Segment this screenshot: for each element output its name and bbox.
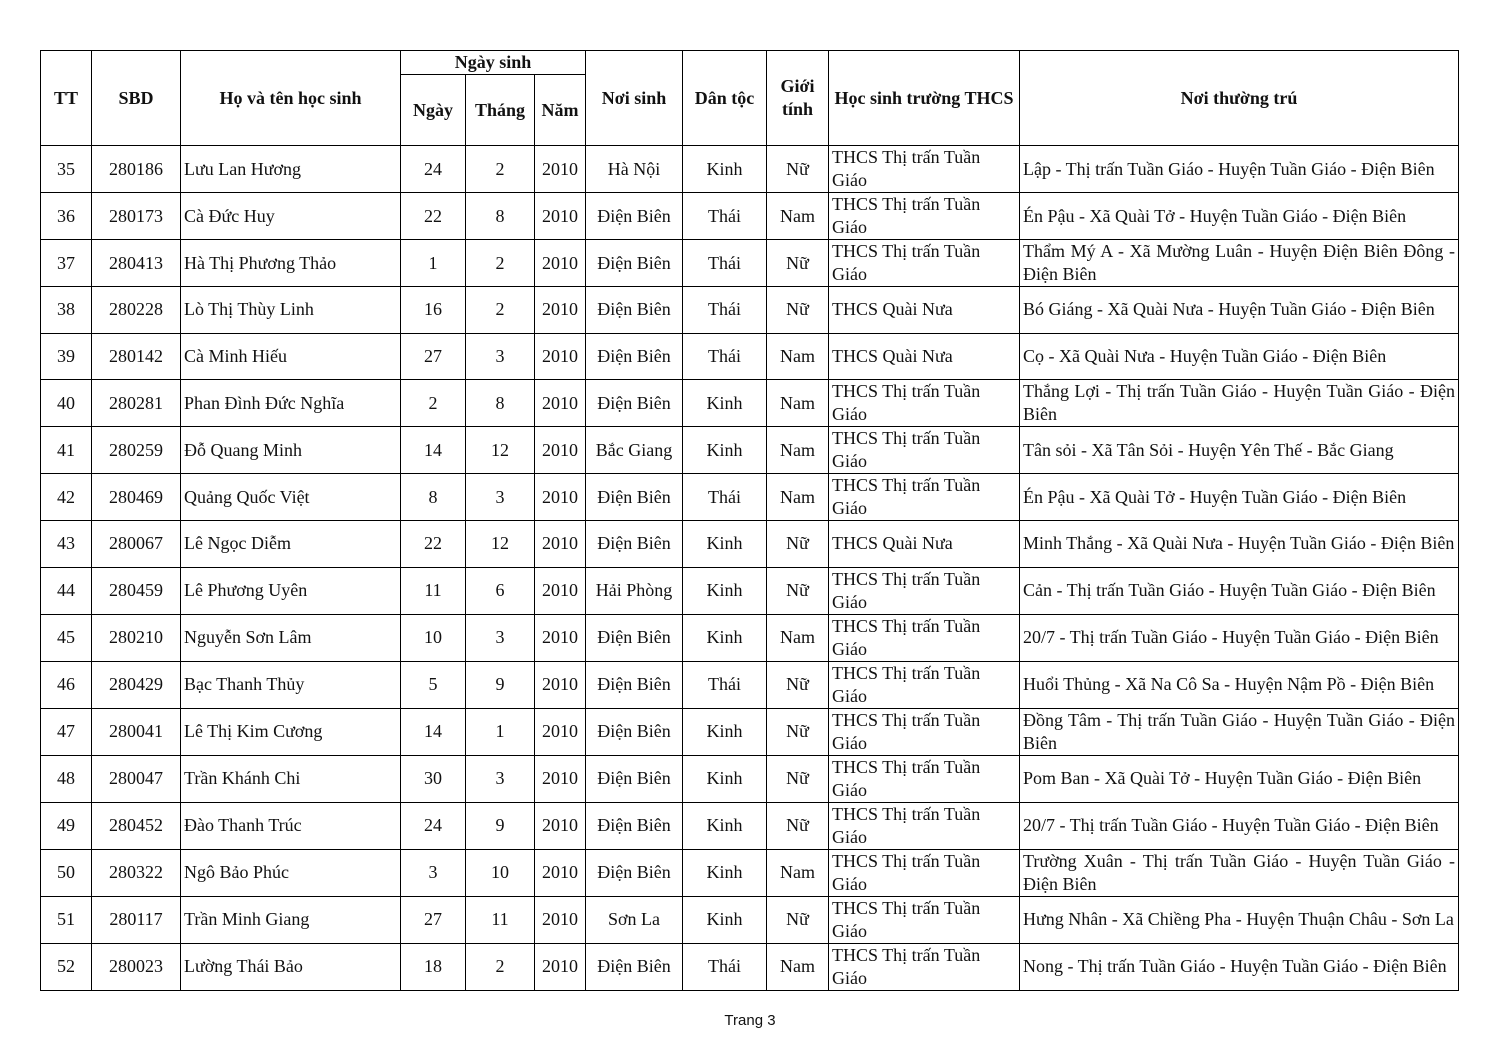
cell-ethnicity: Kinh [683, 755, 767, 802]
cell-ethnicity: Kinh [683, 567, 767, 614]
student-roster-table [40, 50, 1459, 991]
cell-residence: Thẩm Mý A - Xã Mường Luân - Huyện Điện Biên Đông - Điện Biên [1020, 240, 1459, 287]
cell-school: THCS Quài Nưa [829, 521, 1020, 568]
table-row [41, 240, 1459, 287]
cell-month: 2 [466, 287, 535, 334]
cell-residence: Huổi Thủng - Xã Na Cô Sa - Huyện Nậm Pồ - Điện Biên [1020, 661, 1459, 708]
cell-gender: Nữ [767, 802, 829, 849]
cell-ethnicity: Thái [683, 240, 767, 287]
cell-month: 8 [466, 380, 535, 427]
cell-sbd: 280067 [92, 521, 181, 568]
cell-school: THCS Thị trấn Tuần Giáo [829, 614, 1020, 661]
cell-gender: Nữ [767, 755, 829, 802]
page-number: Trang 3 [724, 1012, 776, 1029]
cell-ethnicity: Thái [683, 661, 767, 708]
table-row [41, 614, 1459, 661]
cell-name: Hà Thị Phương Thảo [181, 240, 401, 287]
cell-birthplace: Bắc Giang [586, 427, 683, 474]
cell-month: 10 [466, 849, 535, 896]
cell-ethnicity: Thái [683, 943, 767, 990]
cell-school: THCS Thị trấn Tuần Giáo [829, 240, 1020, 287]
cell-day: 24 [401, 146, 466, 193]
cell-year: 2010 [535, 849, 586, 896]
cell-school: THCS Thị trấn Tuần Giáo [829, 802, 1020, 849]
cell-tt: 49 [41, 802, 92, 849]
cell-school: THCS Thị trấn Tuần Giáo [829, 193, 1020, 240]
cell-day: 8 [401, 474, 466, 521]
cell-ethnicity: Thái [683, 333, 767, 380]
cell-name: Quảng Quốc Việt [181, 474, 401, 521]
cell-year: 2010 [535, 755, 586, 802]
cell-year: 2010 [535, 333, 586, 380]
cell-name: Cà Minh Hiếu [181, 333, 401, 380]
cell-day: 30 [401, 755, 466, 802]
cell-sbd: 280228 [92, 287, 181, 334]
cell-sbd: 280186 [92, 146, 181, 193]
cell-year: 2010 [535, 896, 586, 943]
table-row [41, 943, 1459, 990]
cell-gender: Nữ [767, 146, 829, 193]
cell-month: 3 [466, 755, 535, 802]
cell-name: Lưu Lan Hương [181, 146, 401, 193]
table-row [41, 146, 1459, 193]
table-row [41, 380, 1459, 427]
cell-year: 2010 [535, 567, 586, 614]
cell-birthplace: Điện Biên [586, 849, 683, 896]
cell-day: 14 [401, 708, 466, 755]
cell-sbd: 280041 [92, 708, 181, 755]
header-name: Họ và tên học sinh [181, 51, 401, 146]
cell-tt: 51 [41, 896, 92, 943]
cell-sbd: 280117 [92, 896, 181, 943]
cell-year: 2010 [535, 193, 586, 240]
cell-birthplace: Điện Biên [586, 333, 683, 380]
cell-tt: 40 [41, 380, 92, 427]
cell-ethnicity: Kinh [683, 802, 767, 849]
cell-day: 3 [401, 849, 466, 896]
cell-sbd: 280210 [92, 614, 181, 661]
header-residence: Nơi thường trú [1020, 51, 1459, 146]
cell-residence: Tân sỏi - Xã Tân Sỏi - Huyện Yên Thế - Bắc Giang [1020, 427, 1459, 474]
cell-day: 24 [401, 802, 466, 849]
cell-gender: Nữ [767, 287, 829, 334]
cell-sbd: 280322 [92, 849, 181, 896]
cell-name: Đỗ Quang Minh [181, 427, 401, 474]
cell-residence: Pom Ban - Xã Quài Tở - Huyện Tuần Giáo - Điện Biên [1020, 755, 1459, 802]
cell-tt: 46 [41, 661, 92, 708]
cell-sbd: 280452 [92, 802, 181, 849]
cell-month: 8 [466, 193, 535, 240]
table-row [41, 427, 1459, 474]
table-row [41, 333, 1459, 380]
cell-tt: 36 [41, 193, 92, 240]
table-row [41, 849, 1459, 896]
cell-year: 2010 [535, 427, 586, 474]
cell-name: Đào Thanh Trúc [181, 802, 401, 849]
cell-year: 2010 [535, 943, 586, 990]
cell-tt: 43 [41, 521, 92, 568]
cell-gender: Nữ [767, 896, 829, 943]
cell-sbd: 280173 [92, 193, 181, 240]
cell-month: 1 [466, 708, 535, 755]
cell-year: 2010 [535, 474, 586, 521]
cell-ethnicity: Thái [683, 474, 767, 521]
cell-school: THCS Thị trấn Tuần Giáo [829, 896, 1020, 943]
cell-day: 27 [401, 896, 466, 943]
cell-ethnicity: Thái [683, 193, 767, 240]
cell-gender: Nam [767, 427, 829, 474]
cell-name: Nguyễn Sơn Lâm [181, 614, 401, 661]
cell-month: 9 [466, 661, 535, 708]
cell-tt: 39 [41, 333, 92, 380]
cell-birthplace: Điện Biên [586, 755, 683, 802]
cell-year: 2010 [535, 380, 586, 427]
cell-residence: Lập - Thị trấn Tuần Giáo - Huyện Tuần Giáo - Điện Biên [1020, 146, 1459, 193]
cell-year: 2010 [535, 240, 586, 287]
cell-residence: Én Pậu - Xã Quài Tở - Huyện Tuần Giáo - Điện Biên [1020, 193, 1459, 240]
cell-birthplace: Hải Phòng [586, 567, 683, 614]
table-row [41, 708, 1459, 755]
cell-name: Ngô Bảo Phúc [181, 849, 401, 896]
cell-year: 2010 [535, 708, 586, 755]
cell-birthplace: Điện Biên [586, 708, 683, 755]
cell-sbd: 280047 [92, 755, 181, 802]
cell-residence: Thắng Lợi - Thị trấn Tuần Giáo - Huyện Tuần Giáo - Điện Biên [1020, 380, 1459, 427]
cell-birthplace: Điện Biên [586, 614, 683, 661]
cell-gender: Nam [767, 333, 829, 380]
cell-ethnicity: Kinh [683, 521, 767, 568]
cell-gender: Nữ [767, 661, 829, 708]
cell-month: 3 [466, 474, 535, 521]
cell-year: 2010 [535, 521, 586, 568]
table-row [41, 287, 1459, 334]
cell-month: 9 [466, 802, 535, 849]
cell-birthplace: Điện Biên [586, 380, 683, 427]
cell-school: THCS Thị trấn Tuần Giáo [829, 755, 1020, 802]
cell-sbd: 280413 [92, 240, 181, 287]
cell-name: Phan Đình Đức Nghĩa [181, 380, 401, 427]
cell-residence: Nong - Thị trấn Tuần Giáo - Huyện Tuần Giáo - Điện Biên [1020, 943, 1459, 990]
cell-name: Bạc Thanh Thủy [181, 661, 401, 708]
cell-gender: Nam [767, 849, 829, 896]
cell-day: 1 [401, 240, 466, 287]
table-body [41, 146, 1459, 991]
cell-school: THCS Thị trấn Tuần Giáo [829, 146, 1020, 193]
header-month: Tháng [466, 75, 535, 146]
cell-month: 2 [466, 943, 535, 990]
cell-day: 11 [401, 567, 466, 614]
cell-month: 12 [466, 521, 535, 568]
cell-gender: Nam [767, 943, 829, 990]
cell-gender: Nam [767, 474, 829, 521]
cell-name: Trần Khánh Chi [181, 755, 401, 802]
cell-sbd: 280429 [92, 661, 181, 708]
cell-birthplace: Hà Nội [586, 146, 683, 193]
cell-sbd: 280023 [92, 943, 181, 990]
cell-gender: Nữ [767, 708, 829, 755]
cell-gender: Nữ [767, 521, 829, 568]
table-row [41, 802, 1459, 849]
cell-day: 2 [401, 380, 466, 427]
cell-residence: 20/7 - Thị trấn Tuần Giáo - Huyện Tuần Giáo - Điện Biên [1020, 802, 1459, 849]
cell-tt: 42 [41, 474, 92, 521]
table-row [41, 755, 1459, 802]
cell-birthplace: Điện Biên [586, 661, 683, 708]
header-ethnicity: Dân tộc [683, 51, 767, 146]
header-tt: TT [41, 51, 92, 146]
cell-name: Lê Thị Kim Cương [181, 708, 401, 755]
cell-month: 11 [466, 896, 535, 943]
header-school: Học sinh trường THCS [829, 51, 1020, 146]
cell-tt: 52 [41, 943, 92, 990]
cell-gender: Nữ [767, 240, 829, 287]
cell-tt: 45 [41, 614, 92, 661]
cell-sbd: 280459 [92, 567, 181, 614]
cell-ethnicity: Kinh [683, 849, 767, 896]
cell-school: THCS Thị trấn Tuần Giáo [829, 943, 1020, 990]
cell-tt: 35 [41, 146, 92, 193]
cell-gender: Nam [767, 614, 829, 661]
header-year: Năm [535, 75, 586, 146]
cell-birthplace: Điện Biên [586, 287, 683, 334]
cell-day: 22 [401, 193, 466, 240]
cell-year: 2010 [535, 661, 586, 708]
cell-year: 2010 [535, 146, 586, 193]
table-row [41, 896, 1459, 943]
cell-ethnicity: Kinh [683, 380, 767, 427]
header-birthplace: Nơi sinh [586, 51, 683, 146]
table-header [41, 51, 1459, 146]
cell-school: THCS Quài Nưa [829, 333, 1020, 380]
table-row [41, 193, 1459, 240]
cell-birthplace: Điện Biên [586, 474, 683, 521]
table-row [41, 567, 1459, 614]
cell-school: THCS Thị trấn Tuần Giáo [829, 474, 1020, 521]
table-row [41, 521, 1459, 568]
cell-year: 2010 [535, 802, 586, 849]
cell-ethnicity: Kinh [683, 427, 767, 474]
cell-gender: Nam [767, 380, 829, 427]
cell-day: 14 [401, 427, 466, 474]
cell-year: 2010 [535, 614, 586, 661]
cell-name: Cà Đức Huy [181, 193, 401, 240]
cell-school: THCS Thị trấn Tuần Giáo [829, 708, 1020, 755]
cell-name: Lò Thị Thùy Linh [181, 287, 401, 334]
cell-gender: Nữ [767, 567, 829, 614]
cell-sbd: 280142 [92, 333, 181, 380]
table-row [41, 474, 1459, 521]
cell-residence: Cọ - Xã Quài Nưa - Huyện Tuần Giáo - Điện Biên [1020, 333, 1459, 380]
cell-month: 6 [466, 567, 535, 614]
cell-gender: Nam [767, 193, 829, 240]
cell-residence: Trường Xuân - Thị trấn Tuần Giáo - Huyện Tuần Giáo - Điện Biên [1020, 849, 1459, 896]
cell-tt: 37 [41, 240, 92, 287]
cell-ethnicity: Kinh [683, 708, 767, 755]
cell-tt: 38 [41, 287, 92, 334]
cell-day: 5 [401, 661, 466, 708]
cell-birthplace: Điện Biên [586, 943, 683, 990]
cell-month: 12 [466, 427, 535, 474]
cell-day: 22 [401, 521, 466, 568]
cell-name: Lê Phương Uyên [181, 567, 401, 614]
cell-tt: 47 [41, 708, 92, 755]
cell-ethnicity: Kinh [683, 614, 767, 661]
cell-tt: 41 [41, 427, 92, 474]
cell-year: 2010 [535, 287, 586, 334]
cell-birthplace: Sơn La [586, 896, 683, 943]
cell-tt: 50 [41, 849, 92, 896]
cell-ethnicity: Kinh [683, 896, 767, 943]
header-birth-group: Ngày sinh [401, 51, 586, 75]
cell-ethnicity: Kinh [683, 146, 767, 193]
cell-ethnicity: Thái [683, 287, 767, 334]
cell-day: 27 [401, 333, 466, 380]
cell-birthplace: Điện Biên [586, 193, 683, 240]
cell-school: THCS Thị trấn Tuần Giáo [829, 849, 1020, 896]
cell-school: THCS Quài Nưa [829, 287, 1020, 334]
cell-residence: Đồng Tâm - Thị trấn Tuần Giáo - Huyện Tuần Giáo - Điện Biên [1020, 708, 1459, 755]
cell-month: 2 [466, 240, 535, 287]
cell-name: Lê Ngọc Diễm [181, 521, 401, 568]
cell-birthplace: Điện Biên [586, 521, 683, 568]
cell-sbd: 280281 [92, 380, 181, 427]
cell-residence: Cản - Thị trấn Tuần Giáo - Huyện Tuần Giáo - Điện Biên [1020, 567, 1459, 614]
cell-tt: 48 [41, 755, 92, 802]
cell-birthplace: Điện Biên [586, 240, 683, 287]
cell-month: 2 [466, 146, 535, 193]
cell-sbd: 280469 [92, 474, 181, 521]
cell-school: THCS Thị trấn Tuần Giáo [829, 427, 1020, 474]
cell-name: Lường Thái Bảo [181, 943, 401, 990]
cell-name: Trần Minh Giang [181, 896, 401, 943]
cell-tt: 44 [41, 567, 92, 614]
cell-school: THCS Thị trấn Tuần Giáo [829, 661, 1020, 708]
cell-school: THCS Thị trấn Tuần Giáo [829, 380, 1020, 427]
header-sbd: SBD [92, 51, 181, 146]
cell-day: 16 [401, 287, 466, 334]
cell-residence: Hưng Nhân - Xã Chiềng Pha - Huyện Thuận Châu - Sơn La [1020, 896, 1459, 943]
cell-month: 3 [466, 614, 535, 661]
cell-residence: Én Pậu - Xã Quài Tở - Huyện Tuần Giáo - Điện Biên [1020, 474, 1459, 521]
header-day: Ngày [401, 75, 466, 146]
cell-sbd: 280259 [92, 427, 181, 474]
cell-month: 3 [466, 333, 535, 380]
cell-birthplace: Điện Biên [586, 802, 683, 849]
header-gender: Giới tính [767, 51, 829, 146]
cell-residence: Bó Giáng - Xã Quài Nưa - Huyện Tuần Giáo - Điện Biên [1020, 287, 1459, 334]
cell-school: THCS Thị trấn Tuần Giáo [829, 567, 1020, 614]
cell-residence: 20/7 - Thị trấn Tuần Giáo - Huyện Tuần Giáo - Điện Biên [1020, 614, 1459, 661]
table-row [41, 661, 1459, 708]
cell-day: 18 [401, 943, 466, 990]
cell-residence: Minh Thắng - Xã Quài Nưa - Huyện Tuần Giáo - Điện Biên [1020, 521, 1459, 568]
cell-day: 10 [401, 614, 466, 661]
